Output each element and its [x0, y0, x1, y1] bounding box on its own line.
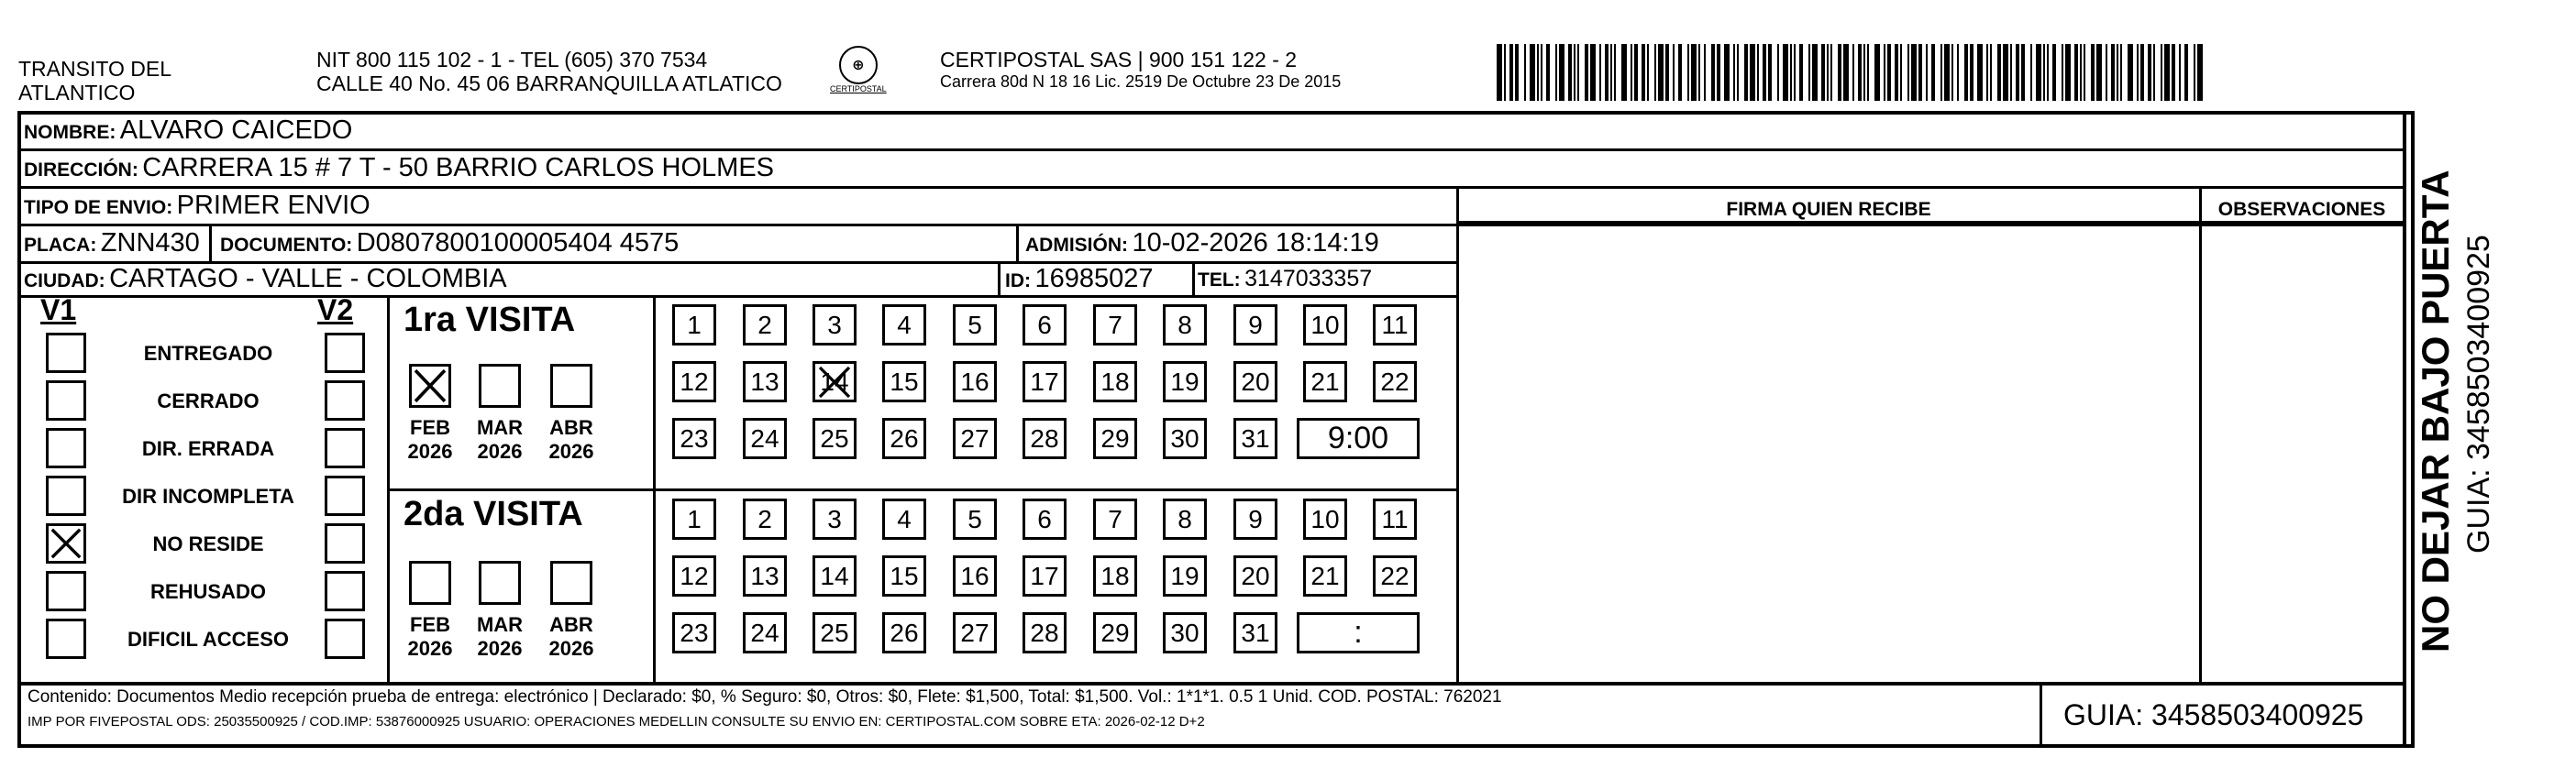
v2-checkbox[interactable] — [325, 571, 365, 611]
barcode-bar — [1874, 44, 1880, 101]
day-box[interactable]: 24 — [743, 418, 787, 459]
barcode-bar — [1515, 44, 1519, 101]
firma-header: FIRMA QUIEN RECIBE — [1726, 199, 1931, 220]
barcode-bar — [1843, 44, 1849, 101]
day-box[interactable]: 4 — [882, 304, 926, 346]
barcode-bar — [2043, 44, 2045, 101]
v1-label: V1 — [40, 293, 77, 326]
barcode-bar — [2084, 44, 2085, 101]
day-box[interactable]: 18 — [1093, 361, 1137, 402]
day-box[interactable]: 14 — [813, 555, 857, 597]
barcode-bar — [2052, 44, 2056, 101]
day-box[interactable]: 3 — [813, 304, 857, 346]
day-box[interactable]: 30 — [1163, 612, 1207, 653]
barcode-bar — [1931, 44, 1935, 101]
day-box[interactable]: 8 — [1163, 304, 1207, 346]
day-box[interactable]: 19 — [1163, 361, 1207, 402]
barcode-bar — [1647, 44, 1649, 101]
v1-checkbox[interactable] — [46, 476, 86, 516]
barcode-bar — [1559, 44, 1564, 101]
day-box[interactable]: 17 — [1023, 361, 1067, 402]
barcode-bar — [2184, 44, 2188, 101]
status-label: CERRADO — [157, 389, 260, 412]
day-box[interactable]: 25 — [813, 612, 857, 653]
barcode-bar — [1918, 44, 1922, 101]
day-box[interactable]: 27 — [953, 612, 997, 653]
barcode-bar — [1907, 44, 1909, 101]
tel-field: TEL: 3147033357 — [1198, 266, 1373, 291]
day-box[interactable]: 21 — [1303, 555, 1347, 597]
v2-label: V2 — [317, 293, 354, 326]
barcode-bar — [1537, 44, 1539, 101]
barcode-bar — [2021, 44, 2025, 101]
status-label: REHUSADO — [150, 580, 266, 603]
barcode-bar — [1911, 44, 1917, 101]
day-box[interactable]: 7 — [1093, 304, 1137, 346]
barcode-bar — [1951, 44, 1953, 101]
day-box[interactable]: 27 — [953, 418, 997, 459]
barcode-bar — [2161, 44, 2162, 101]
day-box[interactable]: 3 — [813, 499, 857, 540]
day-box[interactable]: 24 — [743, 612, 787, 653]
barcode-bar — [1497, 44, 1502, 101]
barcode-bar — [2010, 44, 2012, 101]
month-checkbox[interactable] — [409, 364, 451, 408]
barcode-bar — [2197, 44, 2203, 101]
day-box[interactable]: 15 — [882, 555, 926, 597]
barcode-bar — [1794, 44, 1796, 101]
month-year: 2026 — [477, 637, 523, 660]
barcode-bar — [1783, 44, 1788, 101]
barcode-bar — [2106, 44, 2107, 101]
day-box[interactable]: 31 — [1233, 418, 1277, 459]
barcode — [1497, 44, 2221, 101]
month-label — [543, 416, 600, 464]
barcode-bar — [1863, 44, 1865, 101]
barcode-bar — [1631, 44, 1632, 101]
barcode-bar — [2047, 44, 2049, 101]
month-name: FEB — [410, 613, 450, 636]
barcode-bar — [1634, 44, 1638, 101]
barcode-bar — [2153, 44, 2155, 101]
v2-checkbox[interactable] — [325, 428, 365, 468]
day-box[interactable]: 10 — [1303, 304, 1347, 346]
barcode-bar — [1574, 44, 1575, 101]
barcode-bar — [2003, 44, 2008, 101]
barcode-bar — [2111, 44, 2115, 101]
day-box[interactable]: 8 — [1163, 499, 1207, 540]
barcode-bar — [1821, 44, 1825, 101]
month-year: 2026 — [548, 637, 594, 660]
day-box[interactable]: 1 — [672, 304, 716, 346]
month-name: FEB — [410, 416, 450, 439]
barcode-bar — [1605, 44, 1609, 101]
barcode-bar — [1614, 44, 1616, 101]
v1-checkbox[interactable] — [46, 428, 86, 468]
barcode-bar — [2148, 44, 2151, 101]
footer-imp: IMP POR FIVEPOSTAL ODS: 25035500925 / COD.IMP: 53876000925 USUARIO: OPERACIONES MEDELLIN CONSULTE SU ENVIO EN: CERTIPOSTAL.COM SOBRE ETA: 2026-02-12 D+2 — [28, 714, 1205, 730]
v2-checkbox[interactable] — [325, 380, 365, 421]
month-year: 2026 — [477, 440, 523, 463]
day-box[interactable]: 15 — [882, 361, 926, 402]
barcode-bar — [1926, 44, 1928, 101]
barcode-bar — [2120, 44, 2122, 101]
barcode-bar — [1827, 44, 1829, 101]
barcode-bar — [2074, 44, 2078, 101]
barcode-bar — [1757, 44, 1759, 101]
barcode-bar — [1887, 44, 1891, 101]
direccion-field: DIRECCIÓN: CARRERA 15 # 7 T - 50 BARRIO CARLOS HOLMES — [24, 153, 775, 182]
barcode-bar — [1711, 44, 1715, 101]
day-box[interactable]: 11 — [1373, 499, 1417, 540]
barcode-bar — [1717, 44, 1720, 101]
barcode-bar — [1838, 44, 1841, 101]
ciudad-field: CIUDAD: CARTAGO - VALLE - COLOMBIA — [24, 264, 507, 293]
barcode-bar — [1970, 44, 1973, 101]
barcode-bar — [2194, 44, 2195, 101]
barcode-bar — [1944, 44, 1950, 101]
day-box[interactable]: 23 — [672, 418, 716, 459]
barcode-bar — [1621, 44, 1627, 101]
day-box[interactable]: 5 — [953, 499, 997, 540]
day-box[interactable]: 5 — [953, 304, 997, 346]
status-label: ENTREGADO — [143, 342, 273, 365]
day-box[interactable]: 6 — [1023, 304, 1067, 346]
day-box[interactable]: 26 — [882, 418, 926, 459]
v2-checkbox[interactable] — [325, 619, 365, 659]
barcode-bar — [2062, 44, 2063, 101]
barcode-bar — [1867, 44, 1869, 101]
barcode-bar — [2030, 44, 2032, 101]
day-box[interactable]: 18 — [1093, 555, 1137, 597]
barcode-bar — [1750, 44, 1755, 101]
day-box[interactable]: 1 — [672, 499, 716, 540]
barcode-bar — [1546, 44, 1550, 101]
v1-checkbox[interactable] — [46, 571, 86, 611]
barcode-bar — [2140, 44, 2144, 101]
v1-checkbox[interactable] — [46, 523, 86, 564]
day-box[interactable]: 12 — [672, 361, 716, 402]
day-box[interactable]: 30 — [1163, 418, 1207, 459]
barcode-bar — [2065, 44, 2071, 101]
barcode-bar — [1990, 44, 1992, 101]
month-checkbox[interactable] — [550, 364, 592, 408]
barcode-bar — [2080, 44, 2082, 101]
barcode-bar — [1654, 44, 1656, 101]
day-box[interactable]: 6 — [1023, 499, 1067, 540]
day-box[interactable]: 22 — [1373, 555, 1417, 597]
month-name: ABR — [549, 416, 593, 439]
barcode-bar — [1884, 44, 1885, 101]
status-label: DIR INCOMPLETA — [122, 485, 294, 508]
barcode-bar — [1830, 44, 1832, 101]
barcode-bar — [1658, 44, 1664, 101]
month-label — [471, 613, 528, 661]
sender-contact: NIT 800 115 102 - 1 - TEL (605) 370 7534 CALLE 40 No. 45 06 BARRANQUILLA ATLATICO — [316, 48, 782, 95]
v2-checkbox[interactable] — [325, 476, 365, 516]
barcode-bar — [2091, 44, 2095, 101]
day-box[interactable]: 29 — [1093, 418, 1137, 459]
barcode-bar — [1957, 44, 1959, 101]
day-box[interactable]: 9 — [1233, 499, 1277, 540]
month-checkbox[interactable] — [409, 561, 451, 605]
company-info: CERTIPOSTAL SAS | 900 151 122 - 2 Carrera 80d N 18 16 Lic. 2519 De Octubre 23 De 2015 — [940, 48, 1342, 91]
barcode-bar — [1790, 44, 1792, 101]
day-box[interactable]: 31 — [1233, 612, 1277, 653]
barcode-bar — [1687, 44, 1689, 101]
barcode-bar — [1673, 44, 1675, 101]
day-box[interactable]: 9 — [1233, 304, 1277, 346]
v2-checkbox[interactable] — [325, 523, 365, 564]
day-box[interactable]: 23 — [672, 612, 716, 653]
nombre-field: NOMBRE: ALVARO CAICEDO — [24, 115, 353, 145]
barcode-bar — [1691, 44, 1697, 101]
barcode-bar — [1678, 44, 1682, 101]
barcode-bar — [1900, 44, 1902, 101]
month-checkbox[interactable] — [479, 364, 521, 408]
barcode-bar — [1964, 44, 1968, 101]
day-box[interactable]: 2 — [743, 499, 787, 540]
month-year: 2026 — [548, 440, 594, 463]
barcode-bar — [1590, 44, 1596, 101]
day-box[interactable]: 28 — [1023, 418, 1067, 459]
day-box[interactable]: 13 — [743, 361, 787, 402]
barcode-bar — [1895, 44, 1898, 101]
day-box[interactable]: 19 — [1163, 555, 1207, 597]
day-box[interactable]: 22 — [1373, 361, 1417, 402]
admision-field: ADMISIÓN: 10-02-2026 18:14:19 — [1025, 228, 1379, 258]
v1-checkbox[interactable] — [46, 380, 86, 421]
day-box[interactable]: 16 — [953, 555, 997, 597]
second-visit-label: 2da VISITA — [404, 495, 583, 533]
barcode-bar — [1768, 44, 1772, 101]
barcode-bar — [1509, 44, 1513, 101]
barcode-bar — [1733, 44, 1735, 101]
day-box[interactable]: 13 — [743, 555, 787, 597]
barcode-bar — [1986, 44, 1988, 101]
day-box[interactable]: 12 — [672, 555, 716, 597]
barcode-bar — [1799, 44, 1803, 101]
time-box[interactable]: 9:00 — [1297, 418, 1420, 459]
month-checkbox[interactable] — [550, 561, 592, 605]
day-box[interactable]: 7 — [1093, 499, 1137, 540]
day-box[interactable]: 29 — [1093, 612, 1137, 653]
barcode-bar — [2117, 44, 2118, 101]
barcode-bar — [1568, 44, 1572, 101]
day-box[interactable]: 16 — [953, 361, 997, 402]
barcode-bar — [1940, 44, 1942, 101]
month-name: ABR — [549, 613, 593, 636]
month-label — [543, 613, 600, 661]
barcode-bar — [1698, 44, 1700, 101]
month-name: MAR — [476, 416, 524, 439]
month-year: 2026 — [407, 637, 453, 660]
day-box[interactable]: 20 — [1233, 555, 1277, 597]
barcode-bar — [1524, 44, 1526, 101]
barcode-bar — [1577, 44, 1579, 101]
barcode-bar — [2036, 44, 2041, 101]
status-label: DIR. ERRADA — [141, 437, 275, 460]
v1-checkbox[interactable] — [46, 333, 86, 373]
footer-content: Contenido: Documentos Medio recepción prueba de entrega: electrónico | Declarado: $0, % Seguro: $0, Otros: $0, Flete: $1,500, Total: $1,500. Vol.: 1*1*1. 0.5 1 Unid. COD. POSTAL: 762021 — [28, 687, 1502, 707]
day-box[interactable]: 2 — [743, 304, 787, 346]
barcode-bar — [1808, 44, 1810, 101]
barcode-bar — [2137, 44, 2139, 101]
month-label — [471, 416, 528, 464]
sender-name: TRANSITO DEL ATLANTICO — [18, 57, 171, 104]
time-box[interactable]: : — [1297, 612, 1420, 653]
barcode-bar — [1858, 44, 1862, 101]
status-label: NO RESIDE — [152, 532, 264, 555]
barcode-bar — [1504, 44, 1506, 101]
day-box[interactable]: 21 — [1303, 361, 1347, 402]
barcode-bar — [2172, 44, 2175, 101]
v2-checkbox[interactable] — [325, 333, 365, 373]
barcode-bar — [1737, 44, 1739, 101]
barcode-bar — [2096, 44, 2102, 101]
side-guia: GUIA: 3458503400925 — [2461, 235, 2496, 554]
day-box[interactable]: 10 — [1303, 499, 1347, 540]
tipo-envio-field: TIPO DE ENVIO: PRIMER ENVIO — [24, 191, 370, 220]
no-dejar-notice: NO DEJAR BAJO PUERTA — [2414, 170, 2457, 653]
barcode-bar — [1610, 44, 1612, 101]
barcode-bar — [1744, 44, 1748, 101]
barcode-bar — [1704, 44, 1706, 101]
month-checkbox[interactable] — [479, 561, 521, 605]
barcode-bar — [1977, 44, 1983, 101]
barcode-bar — [1724, 44, 1730, 101]
barcode-bar — [1665, 44, 1669, 101]
barcode-bar — [1763, 44, 1766, 101]
id-field: ID: 16985027 — [1005, 264, 1154, 293]
barcode-bar — [1852, 44, 1854, 101]
month-name: MAR — [476, 613, 524, 636]
day-box[interactable]: 4 — [882, 499, 926, 540]
day-box[interactable]: 26 — [882, 612, 926, 653]
barcode-bar — [1555, 44, 1557, 101]
day-box[interactable]: 17 — [1023, 555, 1067, 597]
placa-field: PLACA: ZNN430 — [24, 228, 200, 258]
month-label — [402, 613, 459, 661]
barcode-bar — [1585, 44, 1588, 101]
barcode-bar — [1530, 44, 1535, 101]
first-visit-label: 1ra VISITA — [404, 301, 576, 339]
day-box[interactable]: 11 — [1373, 304, 1417, 346]
day-box[interactable]: 28 — [1023, 612, 1067, 653]
barcode-bar — [1541, 44, 1542, 101]
month-year: 2026 — [407, 440, 453, 463]
status-label: DIFICIL ACCESO — [127, 628, 289, 651]
day-box[interactable]: 14 — [813, 361, 857, 402]
day-box[interactable]: 25 — [813, 418, 857, 459]
v1-checkbox[interactable] — [46, 619, 86, 659]
footer-guia: GUIA: 3458503400925 — [2063, 698, 2364, 731]
barcode-bar — [1997, 44, 2001, 101]
barcode-bar — [1599, 44, 1601, 101]
certipostal-logo: ⊕ CERTIPOSTAL — [830, 46, 887, 93]
barcode-bar — [2179, 44, 2181, 101]
barcode-bar — [2128, 44, 2133, 101]
documento-field: DOCUMENTO: D0807800100005404 4575 — [220, 228, 680, 258]
day-box[interactable]: 20 — [1233, 361, 1277, 402]
month-label — [402, 416, 459, 464]
observaciones-header: OBSERVACIONES — [2217, 199, 2386, 220]
barcode-bar — [1812, 44, 1818, 101]
barcode-bar — [2016, 44, 2019, 101]
barcode-bar — [1777, 44, 1779, 101]
barcode-bar — [1642, 44, 1645, 101]
barcode-bar — [2164, 44, 2170, 101]
